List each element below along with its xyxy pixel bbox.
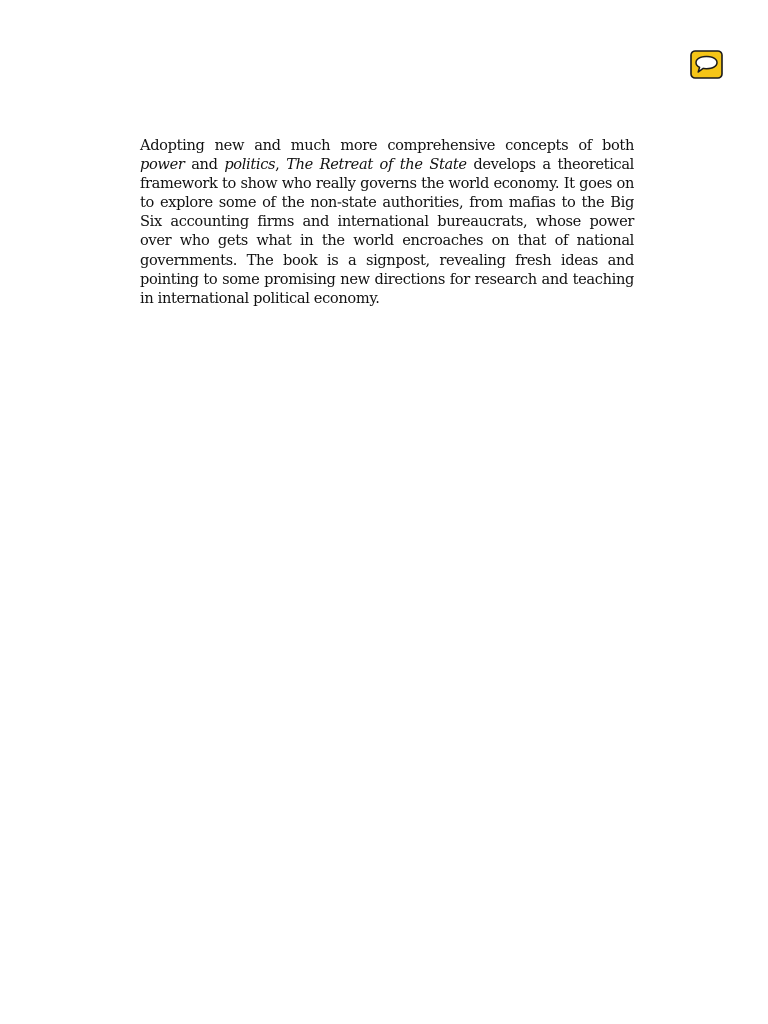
paragraph-segment: develops a theoretical framework to show who really governs the world economy. It goes on to explore some of the non-state authorities, from mafias to the Big Six accounting firms and international bureaucrats, whose power over who gets what in the world encroaches on that of national governments. The book is a signpost, revealing fresh ideas and pointing to some promising new directions for research and teaching in international political economy. xyxy=(140,156,635,307)
book-title: The Retreat of the State xyxy=(286,156,467,174)
paragraph-segment-italic: politics xyxy=(224,156,276,174)
book-description-paragraph xyxy=(140,136,634,308)
paragraph-segment-italic: power xyxy=(140,156,185,174)
paragraph-segment: and xyxy=(184,156,225,174)
comment-icon xyxy=(690,50,723,79)
paragraph-segment: Adopting new and much more comprehensive concepts of both xyxy=(140,137,634,154)
comment-annotation[interactable] xyxy=(690,50,723,79)
paragraph-segment: , xyxy=(275,156,287,174)
